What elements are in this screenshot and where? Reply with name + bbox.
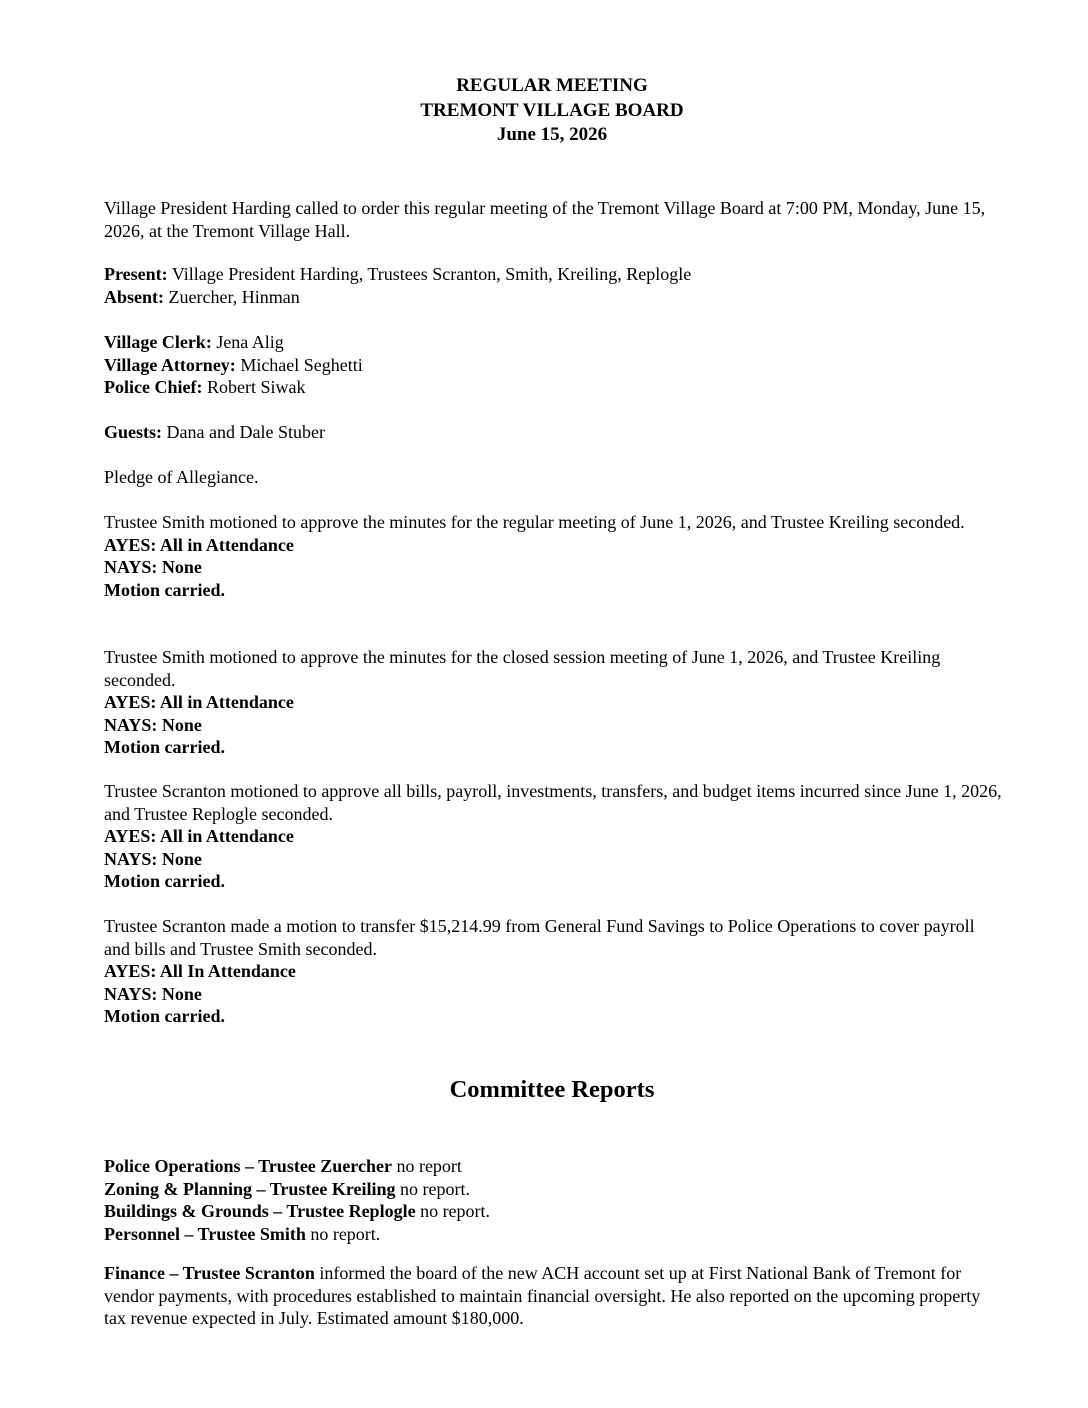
absent-line xyxy=(104,286,1004,309)
attorney-line xyxy=(104,354,1004,377)
board-name: TREMONT VILLAGE BOARD xyxy=(420,99,684,121)
pledge-text: Pledge of Allegiance. xyxy=(104,467,259,487)
police-chief-label: Police Chief: xyxy=(104,377,203,397)
motion-nays: NAYS: None xyxy=(104,983,202,1004)
finance-label: Finance – Trustee Scranton xyxy=(104,1263,315,1283)
motion-ayes: AYES: All in Attendance xyxy=(104,534,294,555)
motion-ayes: AYES: All in Attendance xyxy=(104,826,294,846)
report-label: Zoning & Planning – Trustee Kreiling xyxy=(104,1178,396,1199)
absent-value: Zuercher, Hinman xyxy=(164,286,300,307)
report-text: no report. xyxy=(395,1178,471,1199)
motion-text: Trustee Scranton motioned to approve all bills, payroll, investments, transfers, and budget items incurred since June 1, 2026, and Trustee Replogle seconded. xyxy=(104,781,1002,824)
police-chief-value: Robert Siwak xyxy=(202,377,306,397)
attorney-label: Village Attorney: xyxy=(104,354,236,375)
motion-4 xyxy=(104,915,1004,1028)
absent-label: Absent: xyxy=(104,286,165,307)
present-label: Present: xyxy=(104,264,168,284)
report-label: Buildings & Grounds – Trustee Replogle xyxy=(104,1201,416,1221)
motion-1 xyxy=(104,511,1004,601)
finance-paragraph xyxy=(104,1262,1004,1330)
officials-block xyxy=(104,331,1004,399)
motion-text: Trustee Smith motioned to approve the minutes for the closed session meeting of June 1, 2026, and Trustee Kreiling seconded. xyxy=(104,647,941,690)
guests-line xyxy=(104,421,1004,444)
present-value: Village President Harding, Trustees Scranton, Smith, Kreiling, Replogle xyxy=(167,264,692,284)
motion-nays: NAYS: None xyxy=(104,848,202,869)
finance-report xyxy=(104,1262,1004,1330)
report-text: no report. xyxy=(305,1223,381,1244)
report-label: Personnel – Trustee Smith xyxy=(104,1223,306,1244)
meeting-type: REGULAR MEETING xyxy=(456,75,648,96)
attendance-block xyxy=(104,263,1004,308)
motion-text: Trustee Smith motioned to approve the minutes for the regular meeting of June 1, 2026, and Trustee Kreiling seconded. xyxy=(104,512,965,532)
report-text: no report. xyxy=(415,1201,491,1221)
guests-value: Dana and Dale Stuber xyxy=(162,422,325,442)
guests-block xyxy=(104,421,1004,444)
report-label: Police Operations – Trustee Zuercher xyxy=(104,1156,392,1176)
committee-reports-title xyxy=(0,1075,1088,1105)
motion-result: Motion carried. xyxy=(104,1006,225,1026)
police-chief-line xyxy=(104,376,1004,399)
guests-label: Guests: xyxy=(104,422,162,442)
meeting-date: June 15, 2026 xyxy=(496,124,608,145)
committee-reports-list xyxy=(104,1155,1004,1245)
clerk-line xyxy=(104,331,1004,354)
present-line xyxy=(104,263,1004,286)
committee-reports-heading: Committee Reports xyxy=(449,1076,655,1103)
attorney-value: Michael Seghetti xyxy=(235,354,363,375)
motion-text: Trustee Scranton made a motion to transfer $15,214.99 from General Fund Savings to Police Operations to cover payroll and bills and Trustee Smith seconded. xyxy=(104,916,975,959)
report-personnel xyxy=(104,1223,1004,1246)
clerk-label: Village Clerk: xyxy=(104,332,212,352)
clerk-value: Jena Alig xyxy=(211,332,284,352)
motion-ayes: AYES: All In Attendance xyxy=(104,961,296,981)
intro-text: Village President Harding called to order this regular meeting of the Tremont Village Board at 7:00 PM, Monday, June 15, 2026, at the Tremont Village Hall. xyxy=(104,198,986,241)
intro-paragraph xyxy=(104,197,1004,242)
pledge-block xyxy=(104,466,1004,489)
motion-nays: NAYS: None xyxy=(104,714,202,735)
motion-3 xyxy=(104,780,1004,893)
motion-result: Motion carried. xyxy=(104,737,225,757)
finance-text: informed the board of the new ACH account set up at First National Bank of Tremont for vendor payments, with procedures established to maintain financial oversight. He also reported on the upcoming property tax revenue expected in July. Estimated amount $180,000. xyxy=(104,1263,981,1328)
motion-result: Motion carried. xyxy=(104,871,225,891)
report-zoning-planning xyxy=(104,1178,1004,1201)
report-text: no report xyxy=(391,1156,462,1176)
motion-result: Motion carried. xyxy=(104,579,225,600)
report-buildings-grounds xyxy=(104,1200,1004,1223)
document-header xyxy=(0,74,1088,148)
motion-ayes: AYES: All in Attendance xyxy=(104,692,294,712)
motion-nays: NAYS: None xyxy=(104,557,202,577)
motion-2 xyxy=(104,646,1004,759)
report-police-operations xyxy=(104,1155,1004,1178)
